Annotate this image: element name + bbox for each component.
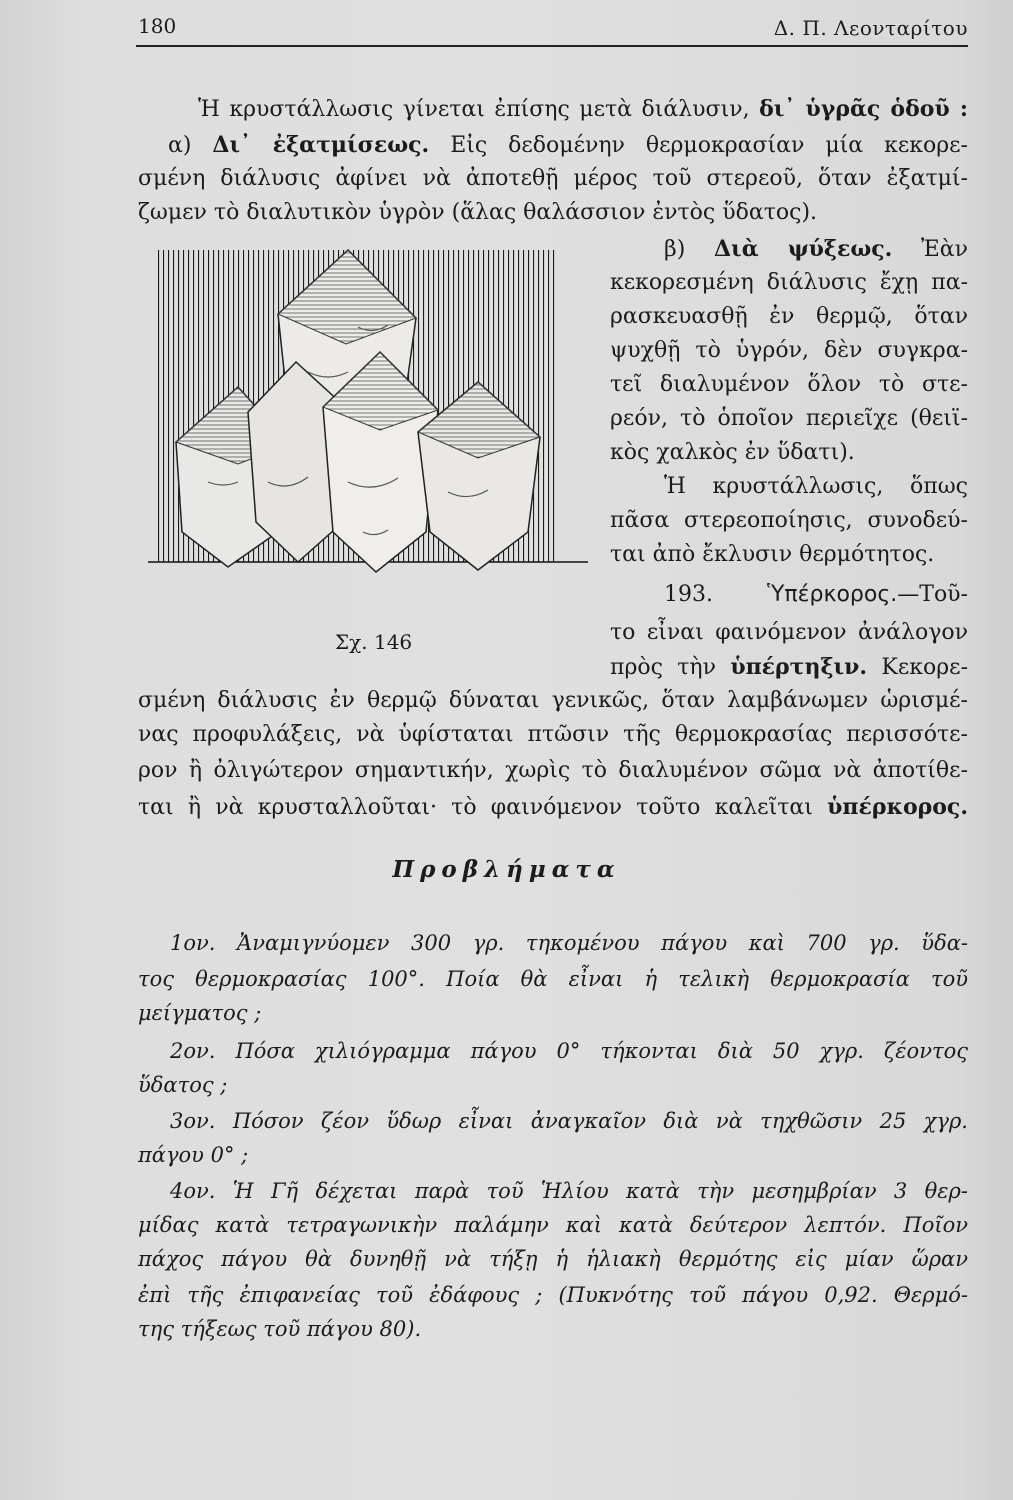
term-supercooling: ὑπέρτηξιν. bbox=[730, 654, 868, 680]
problem4-line2: μίδας κατὰ τετραγωνικὴν παλάμην καὶ κατὰ δεύτερον λεπτόν. Ποῖον bbox=[138, 1213, 968, 1237]
problem1-line1: 1ον. Ἀναμιγνύομεν 300 γρ. τηκομένου πάγου καὶ 700 γρ. ὕδα- bbox=[170, 931, 968, 955]
section193-line3-text: πρὸς τὴν bbox=[610, 655, 716, 680]
para2-line5: τεῖ διαλυμένον ὅλον τὸ στε- bbox=[610, 372, 968, 397]
crystal-figure bbox=[148, 232, 588, 612]
problem2-line2: ὕδατος ; bbox=[138, 1073, 228, 1097]
section193-line7 bbox=[138, 794, 968, 821]
problem4-line1: 4ον. Ἡ Γῆ δέχεται παρὰ τοῦ Ἡλίου κατὰ τὴν μεσημβρίαν 3 θερ- bbox=[170, 1179, 968, 1203]
item-a-marker: α) bbox=[168, 133, 192, 158]
para2-line1 bbox=[664, 236, 968, 263]
para1-line1 bbox=[198, 96, 968, 123]
para1-line2 bbox=[168, 132, 968, 159]
running-header-author: Δ. Π. Λεονταρίτου bbox=[773, 16, 968, 40]
para3-line3: ται ἀπὸ ἔκλυσιν θερμότητος. bbox=[610, 542, 935, 567]
term-cooling: Διὰ ψύξεως. bbox=[713, 236, 893, 262]
problem4-line3: πάχος πάγου θὰ δυνηθῇ νὰ τήξῃ ἡ ἡλιακὴ θερμότης εἰς μίαν ὥραν bbox=[138, 1247, 968, 1271]
term-supersaturation: ὑπέρκορος. bbox=[827, 794, 968, 820]
problems-heading: Προβλήματα bbox=[392, 856, 621, 883]
section-title: Ὑπέρκορος. bbox=[767, 582, 898, 607]
term-liquid-route: δι᾿ ὑγρᾶς ὁδοῦ : bbox=[759, 96, 969, 122]
problem4-line5: της τήξεως τοῦ πάγου 80). bbox=[138, 1317, 422, 1341]
section-number: 193. bbox=[664, 582, 713, 607]
section193-line4: σμένη διάλυσις ἐν θερμῷ δύναται γενικῶς, ὅταν λαμβάνωμεν ὡρισμέ- bbox=[138, 688, 968, 713]
section193-line3-tail: Κεκορε- bbox=[881, 655, 968, 680]
figure-caption: Σχ. 146 bbox=[335, 630, 413, 654]
section193-line2: το εἶναι φαινόμενον ἀνάλογον bbox=[610, 620, 968, 645]
section193-line7-text: ται ἢ νὰ κρυσταλλοῦται· τὸ φαινόμενον τοῦτο καλεῖται bbox=[138, 795, 813, 820]
problem2-line1: 2ον. Πόσα χιλιόγραμμα πάγου 0° τήκονται διὰ 50 χγρ. ζέοντος bbox=[170, 1039, 968, 1063]
problem3-line1: 3ον. Πόσον ζέον ὕδωρ εἶναι ἀναγκαῖον διὰ νὰ τηχθῶσιν 25 χγρ. bbox=[170, 1109, 968, 1133]
problem1-line3: μείγματος ; bbox=[138, 1001, 262, 1025]
para2-line4: ψυχθῇ τὸ ὑγρόν, δὲν συγκρα- bbox=[610, 338, 968, 363]
header-rule bbox=[136, 45, 968, 47]
para3-line2: πᾶσα στερεοποίησις, συνοδεύ- bbox=[610, 508, 968, 533]
section193-line1 bbox=[664, 582, 968, 608]
item-b-marker: β) bbox=[664, 237, 686, 262]
para2-line1-text: Ἐὰν bbox=[921, 237, 969, 262]
section193-line6: ρον ἢ ὀλιγώτερον σημαντικήν, χωρὶς τὸ διαλυμένον σῶμα νὰ ἀποτίθε- bbox=[138, 758, 968, 783]
para2-line6: ρεόν, τὸ ὁποῖον περιεῖχε (θειϊ- bbox=[610, 406, 968, 431]
problem3-line2: πάγου 0° ; bbox=[138, 1143, 249, 1167]
para2-line3: ρασκευασθῇ ἐν θερμῷ, ὅταν bbox=[610, 304, 968, 329]
para1-line3: σμένη διάλυσις ἀφίνει νὰ ἀποτεθῇ μέρος τοῦ στερεοῦ, ὅταν ἐξατμί- bbox=[138, 166, 968, 191]
para2-line7: κὸς χαλκὸς ἐν ὕδατι). bbox=[610, 440, 855, 465]
para2-line2: κεκορεσμένη διάλυσις ἔχῃ πα- bbox=[610, 270, 968, 295]
para3-line1: Ἡ κρυστάλλωσις, ὅπως bbox=[664, 474, 968, 499]
para1-line2-text: Εἰς δεδομένην θερμοκρασίαν μία κεκορε- bbox=[450, 133, 968, 158]
problem1-line2: τος θερμοκρασίας 100°. Ποία θὰ εἶναι ἡ τελικὴ θερμοκρασία τοῦ bbox=[138, 967, 968, 991]
para1-line1-text: Ἡ κρυστάλλωσις γίνεται ἐπίσης μετὰ διάλυσιν, bbox=[198, 97, 750, 122]
para1-line4: ζωμεν τὸ διαλυτικὸν ὑγρὸν (ἅλας θαλάσσιον ἐντὸς ὕδατος). bbox=[138, 200, 818, 225]
page-number: 180 bbox=[138, 14, 177, 38]
section193-line5: νας προφυλάξεις, νὰ ὑφίσταται πτῶσιν τῆς θερμοκρασίας περισσότε- bbox=[138, 722, 968, 747]
problem4-line4: ἐπὶ τῆς ἐπιφανείας τοῦ ἐδάφους ; (Πυκνότης τοῦ πάγου 0,92. Θερμό- bbox=[138, 1283, 968, 1307]
section193-line1-text: —Τοῦ- bbox=[897, 582, 968, 607]
section193-line3 bbox=[610, 654, 968, 681]
term-evaporation: Δι᾿ ἐξατμίσεως. bbox=[212, 132, 430, 158]
